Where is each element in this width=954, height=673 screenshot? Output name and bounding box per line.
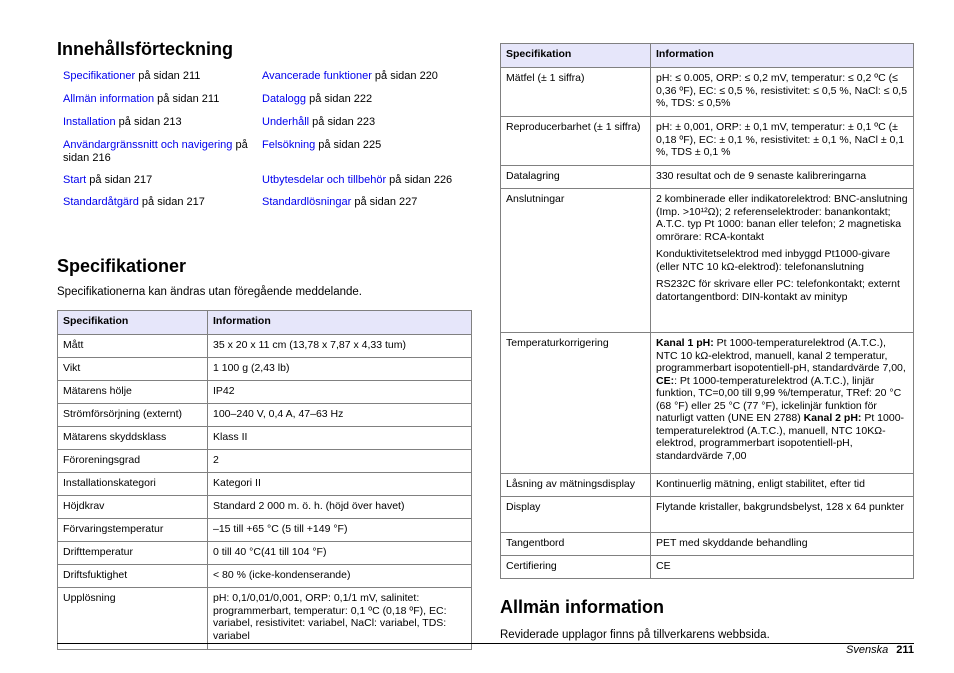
- toc-item[interactable]: [262, 139, 462, 152]
- table-row: [501, 533, 914, 556]
- table-row: [58, 450, 472, 473]
- spec-name-cell: Drifttemperatur: [58, 542, 208, 565]
- toc-page-ref: på sidan 217: [86, 174, 153, 186]
- table-row: [58, 404, 472, 427]
- spec-name-cell: Reproducerbarhet (± 1 siffra): [501, 117, 651, 166]
- spec-name-cell: Certifiering: [501, 556, 651, 579]
- table-of-contents: [57, 70, 472, 240]
- info-paragraph: 330 resultat och de 9 senaste kalibreringarna: [656, 170, 867, 182]
- table-row: [58, 565, 472, 588]
- spec-info-cell: [208, 519, 472, 542]
- spec-name-cell: Förvaringstemperatur: [58, 519, 208, 542]
- spec-table-continued: [500, 43, 914, 579]
- info-paragraph: 1 100 g (2,43 lb): [213, 362, 290, 374]
- spec-info-cell: [651, 189, 914, 333]
- toc-link[interactable]: Standardlösningar: [262, 196, 352, 208]
- table-header-row: [501, 44, 914, 68]
- header-spec: Specifikation: [501, 44, 651, 68]
- toc-link[interactable]: Utbytesdelar och tillbehör: [262, 174, 387, 186]
- channel-label: Kanal 1 pH:: [656, 337, 714, 349]
- spec-name-cell: Upplösning: [58, 588, 208, 650]
- spec-info-cell: [651, 474, 914, 497]
- toc-page-ref: på sidan 220: [371, 70, 438, 82]
- spec-info-cell: [651, 333, 914, 474]
- left-column: [57, 38, 472, 650]
- spec-table: [57, 310, 472, 650]
- table-header-row: [58, 311, 472, 335]
- spec-intro: Specifikationerna kan ändras utan föregående meddelande.: [57, 286, 362, 298]
- info-paragraph: 100–240 V, 0,4 A, 47–63 Hz: [213, 408, 344, 420]
- info-paragraph: Flytande kristaller, bakgrundsbelyst, 128 x 64 punkter: [656, 501, 905, 513]
- table-row: [58, 381, 472, 404]
- toc-page-ref: på sidan 216: [63, 139, 248, 164]
- table-row: [58, 588, 472, 650]
- toc-link[interactable]: Specifikationer: [63, 70, 136, 82]
- toc-page-ref: på sidan 211: [154, 93, 220, 105]
- spec-info-cell: [208, 588, 472, 650]
- spec-name-cell: Temperaturkorrigering: [501, 333, 651, 474]
- footer-divider: [57, 643, 914, 644]
- toc-link[interactable]: Installation: [63, 116, 116, 128]
- page-footer: [846, 643, 914, 657]
- spec-name-cell: Strömförsörjning (externt): [58, 404, 208, 427]
- toc-page-ref: på sidan 223: [309, 116, 376, 128]
- toc-page-ref: på sidan 227: [351, 196, 418, 208]
- spec-info-cell: [208, 496, 472, 519]
- spec-info-cell: [651, 117, 914, 166]
- toc-page-ref: på sidan 225: [315, 139, 382, 151]
- spec-name-cell: Installationskategori: [58, 473, 208, 496]
- spec-info-cell: [208, 404, 472, 427]
- spec-name-cell: Höjdkrav: [58, 496, 208, 519]
- toc-link[interactable]: Allmän information: [63, 93, 155, 105]
- spec-info-cell: [651, 533, 914, 556]
- info-paragraph: pH: ± 0,001, ORP: ± 0,1 mV, temperatur: ± 0,1 ºC (± 0,18 ºF), EC: ± 0,1 %, resistivitet: ± 0,1 %, NaCl ± 0,1 %, TDS ± 0,1 %: [656, 121, 905, 158]
- table-row: [501, 189, 914, 333]
- spec-name-cell: Anslutningar: [501, 189, 651, 333]
- toc-item[interactable]: [63, 196, 263, 209]
- info-paragraph: < 80 % (icke-kondenserande): [213, 569, 351, 581]
- table-row: [58, 496, 472, 519]
- info-paragraph: Kontinuerlig mätning, enligt stabilitet, efter tid: [656, 478, 865, 490]
- info-paragraph: 0 till 40 °C(41 till 104 °F): [213, 546, 327, 558]
- info-paragraph: Kategori II: [213, 477, 261, 489]
- spec-name-cell: Mätarens skyddsklass: [58, 427, 208, 450]
- table-row: [58, 427, 472, 450]
- channel-label: Kanal 2 pH:: [803, 412, 862, 424]
- spec-info-cell: [208, 427, 472, 450]
- info-paragraph: –15 till +65 °C (5 till +149 °F): [213, 523, 348, 535]
- header-info: Information: [651, 44, 914, 68]
- toc-page-ref: på sidan 211: [135, 70, 201, 82]
- spec-info-cell: [208, 450, 472, 473]
- toc-item[interactable]: [262, 174, 462, 187]
- toc-page-ref: på sidan 222: [306, 93, 373, 105]
- spec-name-cell: Föroreningsgrad: [58, 450, 208, 473]
- table-row: [58, 473, 472, 496]
- info-paragraph: Standard 2 000 m. ö. h. (höjd över havet): [213, 500, 405, 512]
- channel-text: : Pt 1000-temperaturelektrod (A.T.C.), linjär funktion, TC=0,00 till 9,99 %/temperatur, TRef: 20 °C (68 °F) eller 25 °C (77 °F), ickelinjär funktion för naturligt vatten (UNE EN 2788): [656, 374, 902, 424]
- toc-link[interactable]: Underhåll: [262, 116, 310, 128]
- info-paragraph: Klass II: [213, 431, 248, 443]
- info-paragraph: pH: ≤ 0.005, ORP: ≤ 0,2 mV, temperatur: ≤ 0,2 ºC (≤ 0,36 ºF), EC: ≤ 0,5 %, resistivitet: ≤ 0,5 %, NaCl: ≤ 0,5 %, TDS: ≤ 0,5%: [656, 72, 908, 109]
- page-number: 211: [896, 644, 914, 656]
- toc-link[interactable]: Start: [63, 174, 87, 186]
- toc-item[interactable]: [63, 70, 263, 83]
- table-row: [501, 68, 914, 117]
- toc-link[interactable]: Felsökning: [262, 139, 316, 151]
- spec-info-cell: [651, 68, 914, 117]
- toc-item[interactable]: [262, 93, 462, 106]
- table-row: [501, 333, 914, 474]
- toc-item[interactable]: [63, 174, 263, 187]
- channel-text: Pt 1000-temperaturelektrod (A.T.C.), manuell, NTC 10KΩ-elektrod, programmerbart isopotentiell-pH, standardvärde 7,00: [656, 412, 905, 462]
- toc-link[interactable]: Användargränssnitt och navigering: [63, 139, 233, 151]
- toc-link[interactable]: Standardåtgärd: [63, 196, 139, 208]
- spec-info-cell: [208, 473, 472, 496]
- spec-name-cell: Mätarens hölje: [58, 381, 208, 404]
- spec-name-cell: Display: [501, 497, 651, 533]
- general-text: Reviderade upplagor finns på tillverkarens webbsida.: [500, 629, 770, 641]
- info-paragraph: Konduktivitetselektrod med inbyggd Pt1000-givare (eller NTC 10 kΩ-elektrod): telefonanslutning: [656, 248, 891, 273]
- info-paragraph: PET med skyddande behandling: [656, 537, 808, 549]
- spec-name-cell: Driftsfuktighet: [58, 565, 208, 588]
- info-paragraph: CE: [656, 560, 671, 572]
- spec-heading: Specifikationer: [57, 256, 187, 276]
- info-paragraph: IP42: [213, 385, 235, 397]
- table-row: [58, 542, 472, 565]
- toc-link[interactable]: Datalogg: [262, 93, 307, 105]
- toc-link[interactable]: Avancerade funktioner: [262, 70, 372, 82]
- toc-item[interactable]: [63, 93, 263, 106]
- toc-item[interactable]: [63, 139, 263, 165]
- table-row: [501, 556, 914, 579]
- table-row: [58, 519, 472, 542]
- spec-info-cell: [208, 565, 472, 588]
- table-row: [58, 335, 472, 358]
- table-row: [501, 474, 914, 497]
- toc-item[interactable]: [262, 116, 462, 129]
- header-info: Information: [208, 311, 472, 335]
- info-paragraph: 2: [213, 454, 219, 466]
- spec-name-cell: Tangentbord: [501, 533, 651, 556]
- spec-info-cell: [208, 542, 472, 565]
- spec-info-cell: [208, 335, 472, 358]
- channel-text: Pt 1000-temperaturelektrod (A.T.C.), NTC 10 kΩ-elektrod, manuell, kanal 2 temperatur, programmerbart isopotentiell-pH, standardvärde 7,00,: [656, 337, 906, 374]
- info-paragraph: 2 kombinerade eller indikatorelektrod: BNC-anslutning (Imp. >10¹²Ω); 2 referenselektroder: banankontakt; A.T.C. typ Pt 1000: banan eller telefon; 2 magnetiska omrörare: RCA-kontakt: [656, 193, 908, 243]
- table-row: [501, 497, 914, 533]
- spec-info-cell: [651, 497, 914, 533]
- footer-language: Svenska: [846, 644, 889, 656]
- spec-info-cell: [208, 381, 472, 404]
- spec-info-cell: [208, 358, 472, 381]
- toc-item[interactable]: [63, 116, 263, 129]
- channel-label: CE:: [656, 374, 675, 387]
- toc-page-ref: på sidan 213: [115, 116, 182, 128]
- spec-info-cell: [651, 166, 914, 189]
- toc-page-ref: på sidan 226: [386, 174, 453, 186]
- spec-name-cell: Mått: [58, 335, 208, 358]
- info-paragraph: RS232C för skrivare eller PC: telefonkontakt; externt datortangentbord: DIN-kontakt av minityp: [656, 278, 900, 303]
- spec-name-cell: Vikt: [58, 358, 208, 381]
- table-row: [58, 358, 472, 381]
- toc-item[interactable]: [262, 196, 462, 209]
- toc-heading: Innehållsförteckning: [57, 39, 234, 59]
- table-row: [501, 117, 914, 166]
- spec-name-cell: Datalagring: [501, 166, 651, 189]
- header-spec: Specifikation: [58, 311, 208, 335]
- toc-item[interactable]: [262, 70, 462, 83]
- spec-name-cell: Mätfel (± 1 siffra): [501, 68, 651, 117]
- right-column: [500, 43, 914, 642]
- info-paragraph: pH: 0,1/0,01/0,001, ORP: 0,1/1 mV, salinitet: programmerbart, temperatur: 0,1 ºC (0,18 ºF), EC: variabel, resistivitet: variabel, NaCl: variabel, TDS: variabel: [213, 592, 447, 642]
- table-row: [501, 166, 914, 189]
- spec-name-cell: Låsning av mätningsdisplay: [501, 474, 651, 497]
- toc-page-ref: på sidan 217: [138, 196, 205, 208]
- info-paragraph: 35 x 20 x 11 cm (13,78 x 7,87 x 4,33 tum): [213, 339, 406, 351]
- general-heading: Allmän information: [500, 597, 665, 617]
- spec-info-cell: [651, 556, 914, 579]
